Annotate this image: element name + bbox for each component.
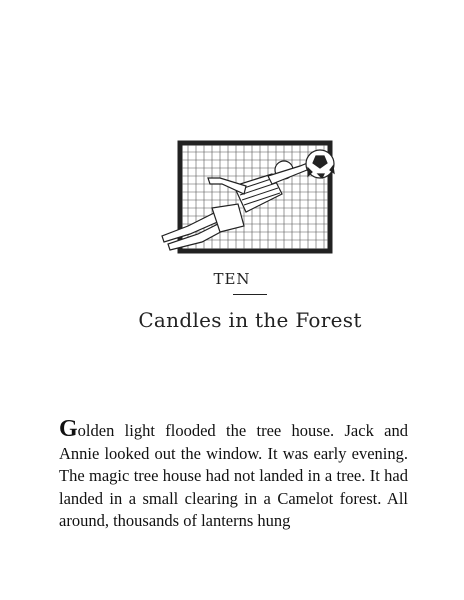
- drop-cap-letter: G: [59, 416, 78, 442]
- chapter-title: Candles in the Forest: [138, 308, 362, 332]
- chapter-number: TEN: [213, 270, 251, 288]
- chapter-divider: [233, 294, 267, 295]
- chapter-body-paragraph: [59, 416, 408, 533]
- paragraph-text: olden light flooded the tree house. Jack and Annie looked out the window. It was early evening. The magic tree house had not landed in a tree. It had landed in a small clearing in a Camelot forest. All around, thousands of lanterns hung: [59, 421, 408, 530]
- goalkeeper-illustration-icon: [150, 138, 340, 256]
